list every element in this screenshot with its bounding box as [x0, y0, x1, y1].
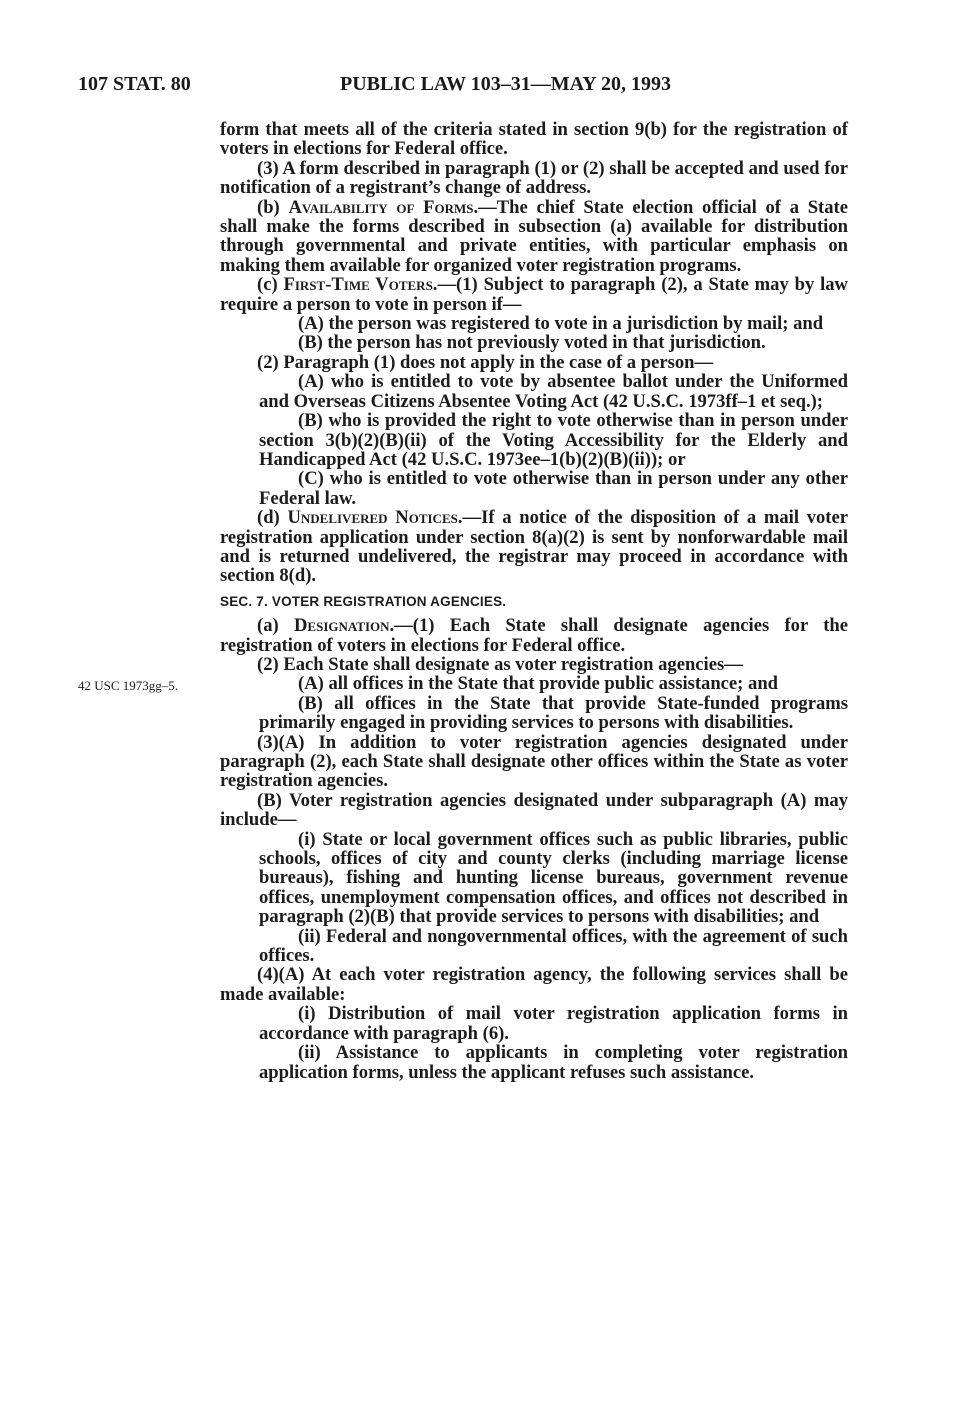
clause: (ii) Federal and nongovernmental offices, with the agreement of such offices.: [259, 925, 848, 967]
subsection-text: .—If a notice of the disposition of a mail voter registration application under section 8(a)(2) is sent by nonforwardable mail and is returned undelivered, the registrar may proceed in accordance with section 8(d).: [220, 507, 848, 587]
paragraph: (2) Paragraph (1) does not apply in the case of a person—: [257, 351, 714, 373]
subsection-heading: Designation: [293, 615, 390, 637]
stat-page-number: 107 STAT. 80: [78, 73, 191, 95]
subsection-a: [220, 616, 848, 655]
clause: (A) all offices in the State that provide public assistance; and: [298, 673, 778, 695]
law-body: [220, 120, 848, 1082]
clause: (i) State or local government offices such as public libraries, public schools, offices of city and county clerks (including marriage license bureaus), fishing and hunting license bureaus, government revenue offices, unemployment compensation offices, and offices not described in paragraph (2)(B) that provide services to persons with disabilities; and: [259, 828, 848, 928]
subsection-d: [220, 508, 848, 586]
section-heading: SEC. 7. VOTER REGISTRATION AGENCIES.: [220, 593, 507, 609]
clause: (C) who is entitled to vote otherwise than in person under any other Federal law.: [259, 468, 848, 509]
subsection-b: [220, 198, 848, 276]
paragraph: (2) Each State shall designate as voter registration agencies—: [257, 653, 743, 675]
subsection-text: .—(1) Each State shall designate agencies for the registration of voters in elections for Federal office.: [220, 615, 848, 656]
clause: (B) who is provided the right to vote otherwise than in person under section 3(b)(2)(B)(ii) of the Voting Accessibility for the Elderly and Handicapped Act (42 U.S.C. 1973ee–1(b)(2)(B)(ii)); or: [259, 410, 848, 470]
subsection-c: [220, 275, 848, 314]
paragraph: (3) A form described in paragraph (1) or (2) shall be accepted and used for notification of a registrant’s change of address.: [220, 157, 848, 199]
clause: (A) the person was registered to vote in a jurisdiction by mail; and: [298, 313, 824, 335]
subsection-prefix: (a): [257, 615, 294, 637]
margin-citation: 42 USC 1973gg–5.: [78, 678, 179, 693]
subsection-prefix: (d): [257, 507, 288, 529]
clause: (B) all offices in the State that provide State-funded programs primarily engaged in providing services to persons with disabilities.: [259, 692, 848, 734]
subsection-prefix: (c): [257, 274, 284, 296]
subsection-prefix: (b): [257, 196, 289, 218]
clause: (B) the person has not previously voted in that jurisdiction.: [298, 332, 766, 354]
page-header: [78, 73, 898, 103]
clause: (ii) Assistance to applicants in completing voter registration application forms, unless the applicant refuses such assistance.: [259, 1042, 848, 1083]
paragraph: form that meets all of the criteria stated in section 9(b) for the registration of voters in elections for Federal office.: [220, 119, 848, 160]
subsection-text: .—(1) Subject to paragraph (2), a State may by law require a person to vote in person if—: [220, 274, 848, 315]
paragraph: (4)(A) At each voter registration agency, the following services shall be made available:: [220, 964, 848, 1005]
subsection-heading: Availability of Forms: [288, 196, 474, 218]
clause: (A) who is entitled to vote by absentee ballot under the Uniformed and Overseas Citizens Absentee Voting Act (42 U.S.C. 1973ff–1 et seq.);: [259, 371, 848, 412]
subsection-heading: Undelivered Notices: [287, 507, 458, 529]
subsection-heading: First-Time Voters: [283, 274, 433, 296]
clause: (i) Distribution of mail voter registration application forms in accordance with paragraph (6).: [259, 1003, 848, 1044]
public-law-title: PUBLIC LAW 103–31—MAY 20, 1993: [340, 73, 671, 95]
subsection-text: .—The chief State election official of a State shall make the forms described in subsection (a) available for distribution through governmental and private entities, with particular emphasis on making them available for organized voter registration programs.: [220, 196, 848, 276]
paragraph: (B) Voter registration agencies designated under subparagraph (A) may include—: [220, 789, 848, 831]
paragraph: (3)(A) In addition to voter registration agencies designated under paragraph (2), each State shall designate other offices within the State as voter registration agencies.: [220, 731, 848, 792]
